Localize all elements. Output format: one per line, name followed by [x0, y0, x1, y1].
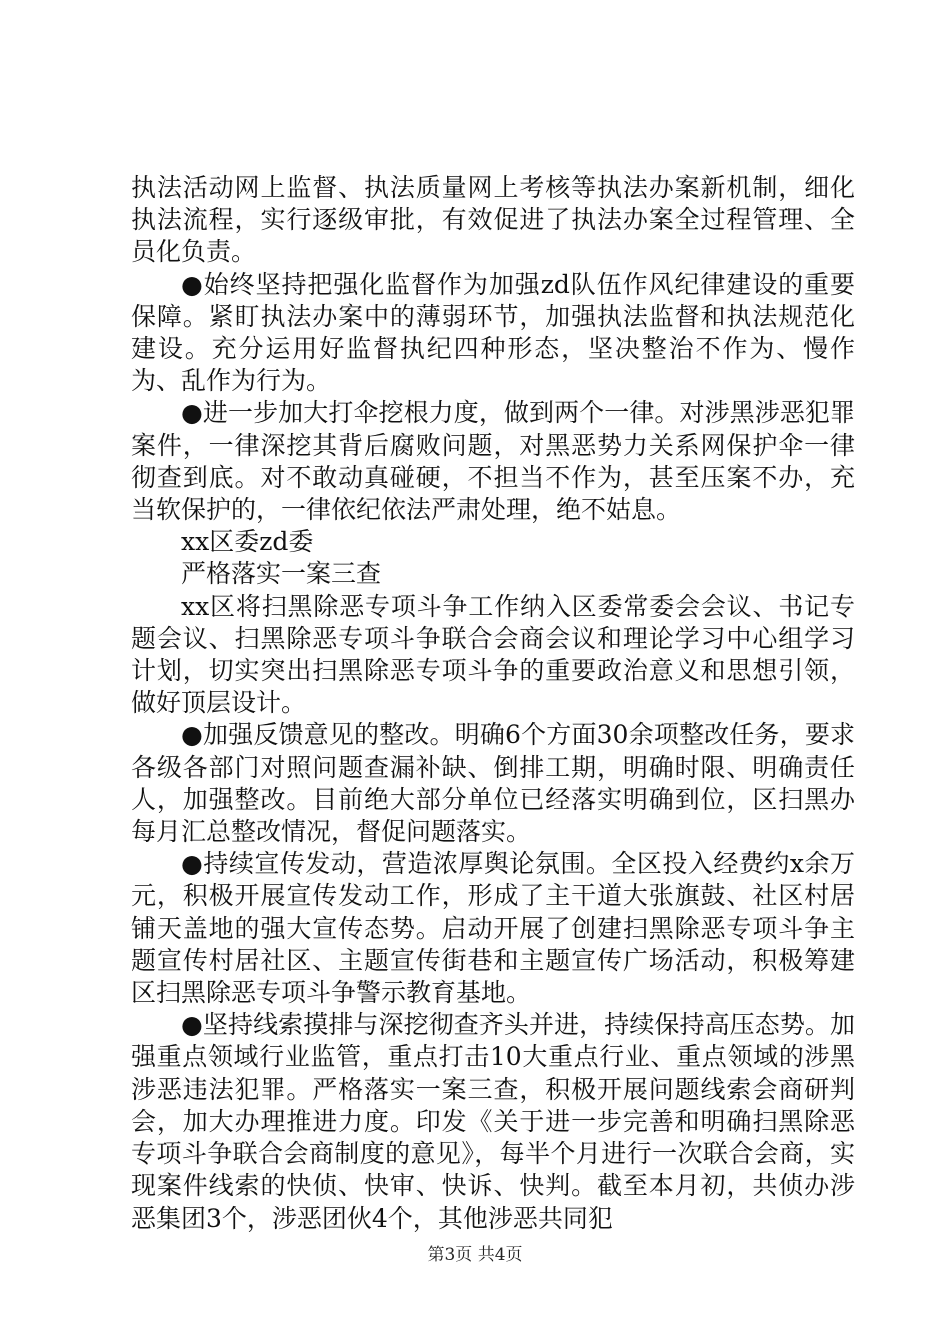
page-footer: 第3页 共4页	[427, 1245, 523, 1265]
paragraph-6: xx区将扫黑除恶专项斗争工作纳入区委常委会会议、书记专题会议、扫黑除恶专项斗争联合会商会议和理论学习中心组学习计划，切实突出扫黑除恶专项斗争的重要政治意义和思想引领，做好顶层设计。	[131, 591, 855, 718]
paragraph-3: ●进一步加大打伞挖根力度，做到两个一律。对涉黑涉恶犯罪案件，一律深挖其背后腐败问题，对黑恶势力关系网保护伞一律彻查到底。对不敢动真碰硬，不担当不作为，甚至压案不办，充当软保护的，一律依纪依法严肃处理，绝不姑息。	[131, 398, 855, 525]
paragraph-8: ●持续宣传发动，营造浓厚舆论氛围。全区投入经费约x余万元，积极开展宣传发动工作，形成了主干道大张旗鼓、社区村居铺天盖地的强大宣传态势。启动开展了创建扫黑除恶专项斗争主题宣传村居社区、主题宣传街巷和主题宣传广场活动，积极筹建区扫黑除恶专项斗争警示教育基地。	[131, 849, 855, 1008]
paragraph-5: 严格落实一案三查	[181, 559, 382, 589]
paragraph-2: ●始终坚持把强化监督作为加强zd队伍作风纪律建设的重要保障。紧盯执法办案中的薄弱环节，加强执法监督和执法规范化建设。充分运用好监督执纪四种形态，坚决整治不作为、慢作为、乱作为行为。	[131, 269, 855, 396]
document-body	[131, 172, 855, 1235]
paragraph-7: ●加强反馈意见的整改。明确6个方面30余项整改任务，要求各级各部门对照问题查漏补缺、倒排工期，明确时限、明确责任人，加强整改。目前绝大部分单位已经落实明确到位，区扫黑办每月汇总整改情况，督促问题落实。	[131, 720, 855, 847]
paragraph-1: 执法活动网上监督、执法质量网上考核等执法办案新机制，细化执法流程，实行逐级审批，有效促进了执法办案全过程管理、全员化负责。	[131, 173, 855, 267]
paragraph-9: ●坚持线索摸排与深挖彻查齐头并进，持续保持高压态势。加强重点领域行业监管，重点打击10大重点行业、重点领域的涉黑涉恶违法犯罪。严格落实一案三查，积极开展问题线索会商研判会，加大办理推进力度。印发《关于进一步完善和明确扫黑除恶专项斗争联合会商制度的意见》，每半个月进行一次联合会商，实现案件线索的快侦、快审、快诉、快判。截至本月初，共侦办涉恶集团3个，涉恶团伙4个，其他涉恶共同犯	[131, 1010, 855, 1233]
paragraph-4: xx区委zd委	[181, 527, 314, 557]
